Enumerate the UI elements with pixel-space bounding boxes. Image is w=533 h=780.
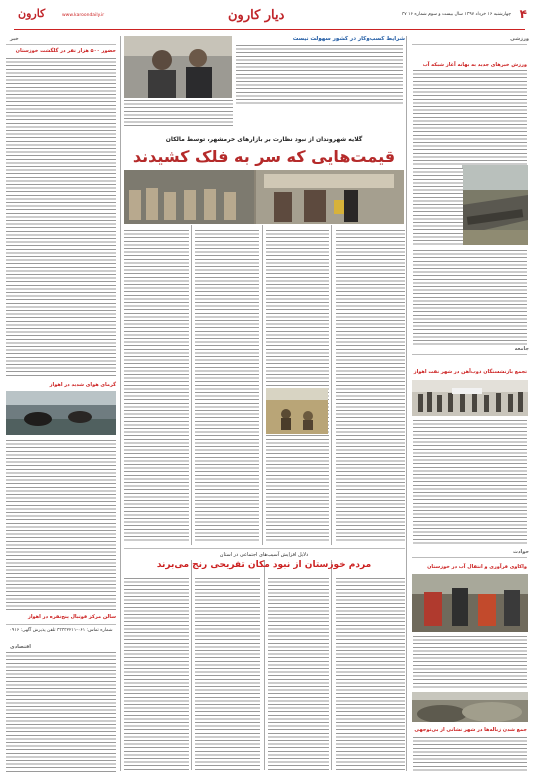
divider [6,44,116,45]
headline-right-top: ورزش خبرهای جدید به بهانه آغاز شبکه آب [422,62,527,68]
headline-right-last: جمع شدن زباله‌ها در شهر نشانی از بی‌توجهی [414,727,527,733]
article-text [413,70,527,166]
column-rule [262,225,263,545]
photo-protest [412,380,528,416]
divider [412,354,527,355]
divider [124,548,405,549]
page-number: ۴ [519,7,527,21]
headline-top: شرایط کسب‌وکار در کشور سهولت نیست [292,36,405,42]
photo-garbage [412,692,528,722]
date-line: چهارشنبه ۱۶ خرداد ۱۳۹۷ سال بیست و سوم شماره ۱۶ ۳۷ [401,12,511,17]
article-text [268,578,329,772]
divider [412,44,527,45]
article-text [413,420,527,545]
column-rule [331,225,332,545]
article-text [336,578,405,772]
headline-right-bottom: واکاوی فرآوری و انتقال آب در خوزستان [427,564,527,570]
article-text [413,737,527,772]
article-text [124,578,189,772]
article-text [195,230,259,542]
column-rule [331,560,332,770]
article-text [6,58,116,378]
headline-right-middle: تجمع بازنشستگان ذوب‌آهن در شهر نفت اهواز [413,369,527,375]
logo-left: کارون [18,7,46,20]
column-rule [264,560,265,770]
logo-center: دیار کارون [228,8,285,23]
article-text [124,230,189,542]
article-text [6,440,116,610]
article-text [236,45,403,105]
article-text [413,168,463,246]
article-text [266,230,329,542]
headline-left-top: حضور ۵۰۰ هزار نفر در گلگشت خوزستان [15,48,116,54]
photo-dry-land [266,388,328,434]
headline-center-bottom-sub: دلایل افزایش آسیب‌های اجتماعی در استان [219,552,309,558]
article-text [124,100,233,128]
section-farm: اقتصادی [10,644,31,650]
photo-market [124,170,404,224]
photo-workers [412,574,528,632]
photo-buffalo [6,391,116,435]
contact-info: شماره تماس: ۰۶۱-۳۳۳۳۲۲۱۱ تلفن پذیرش آگهی: ۰۹۱۶ [9,628,113,633]
section-right: ورزشی [510,36,529,42]
column-rule [120,36,121,771]
divider [412,557,527,558]
article-text [195,578,260,772]
headline-center-bottom: مردم خوزستان از نبود مکان تفریحی رنج می‌برند [156,560,372,570]
column-rule [191,225,192,545]
article-text [336,230,405,542]
article-text [6,652,116,772]
masthead-rule [14,29,525,30]
website: www.karoondaily.ir [62,13,105,18]
photo-official [124,36,232,98]
divider [6,624,116,625]
column-rule [406,36,407,771]
article-text [413,636,527,688]
section-society: جامعه [514,346,529,352]
article-text [413,250,527,345]
section-events: حوادث [512,549,529,555]
headline-main-sub: گلایه شهروندان از نبود نظارت بر بازارهای خرمشهر، توسط مالکان [165,136,363,143]
headline-main: قیمت‌هایی که سر به فلک کشیدند [132,147,396,166]
section-left: خبر [10,36,19,42]
photo-pipeline [462,165,528,245]
headline-left-middle: گرمای هوای شدید در اهواز [49,382,116,388]
column-rule [191,560,192,770]
headline-left-bottom: سالن مرکز فوتبال پنج‌نفره در اهواز [27,614,116,620]
